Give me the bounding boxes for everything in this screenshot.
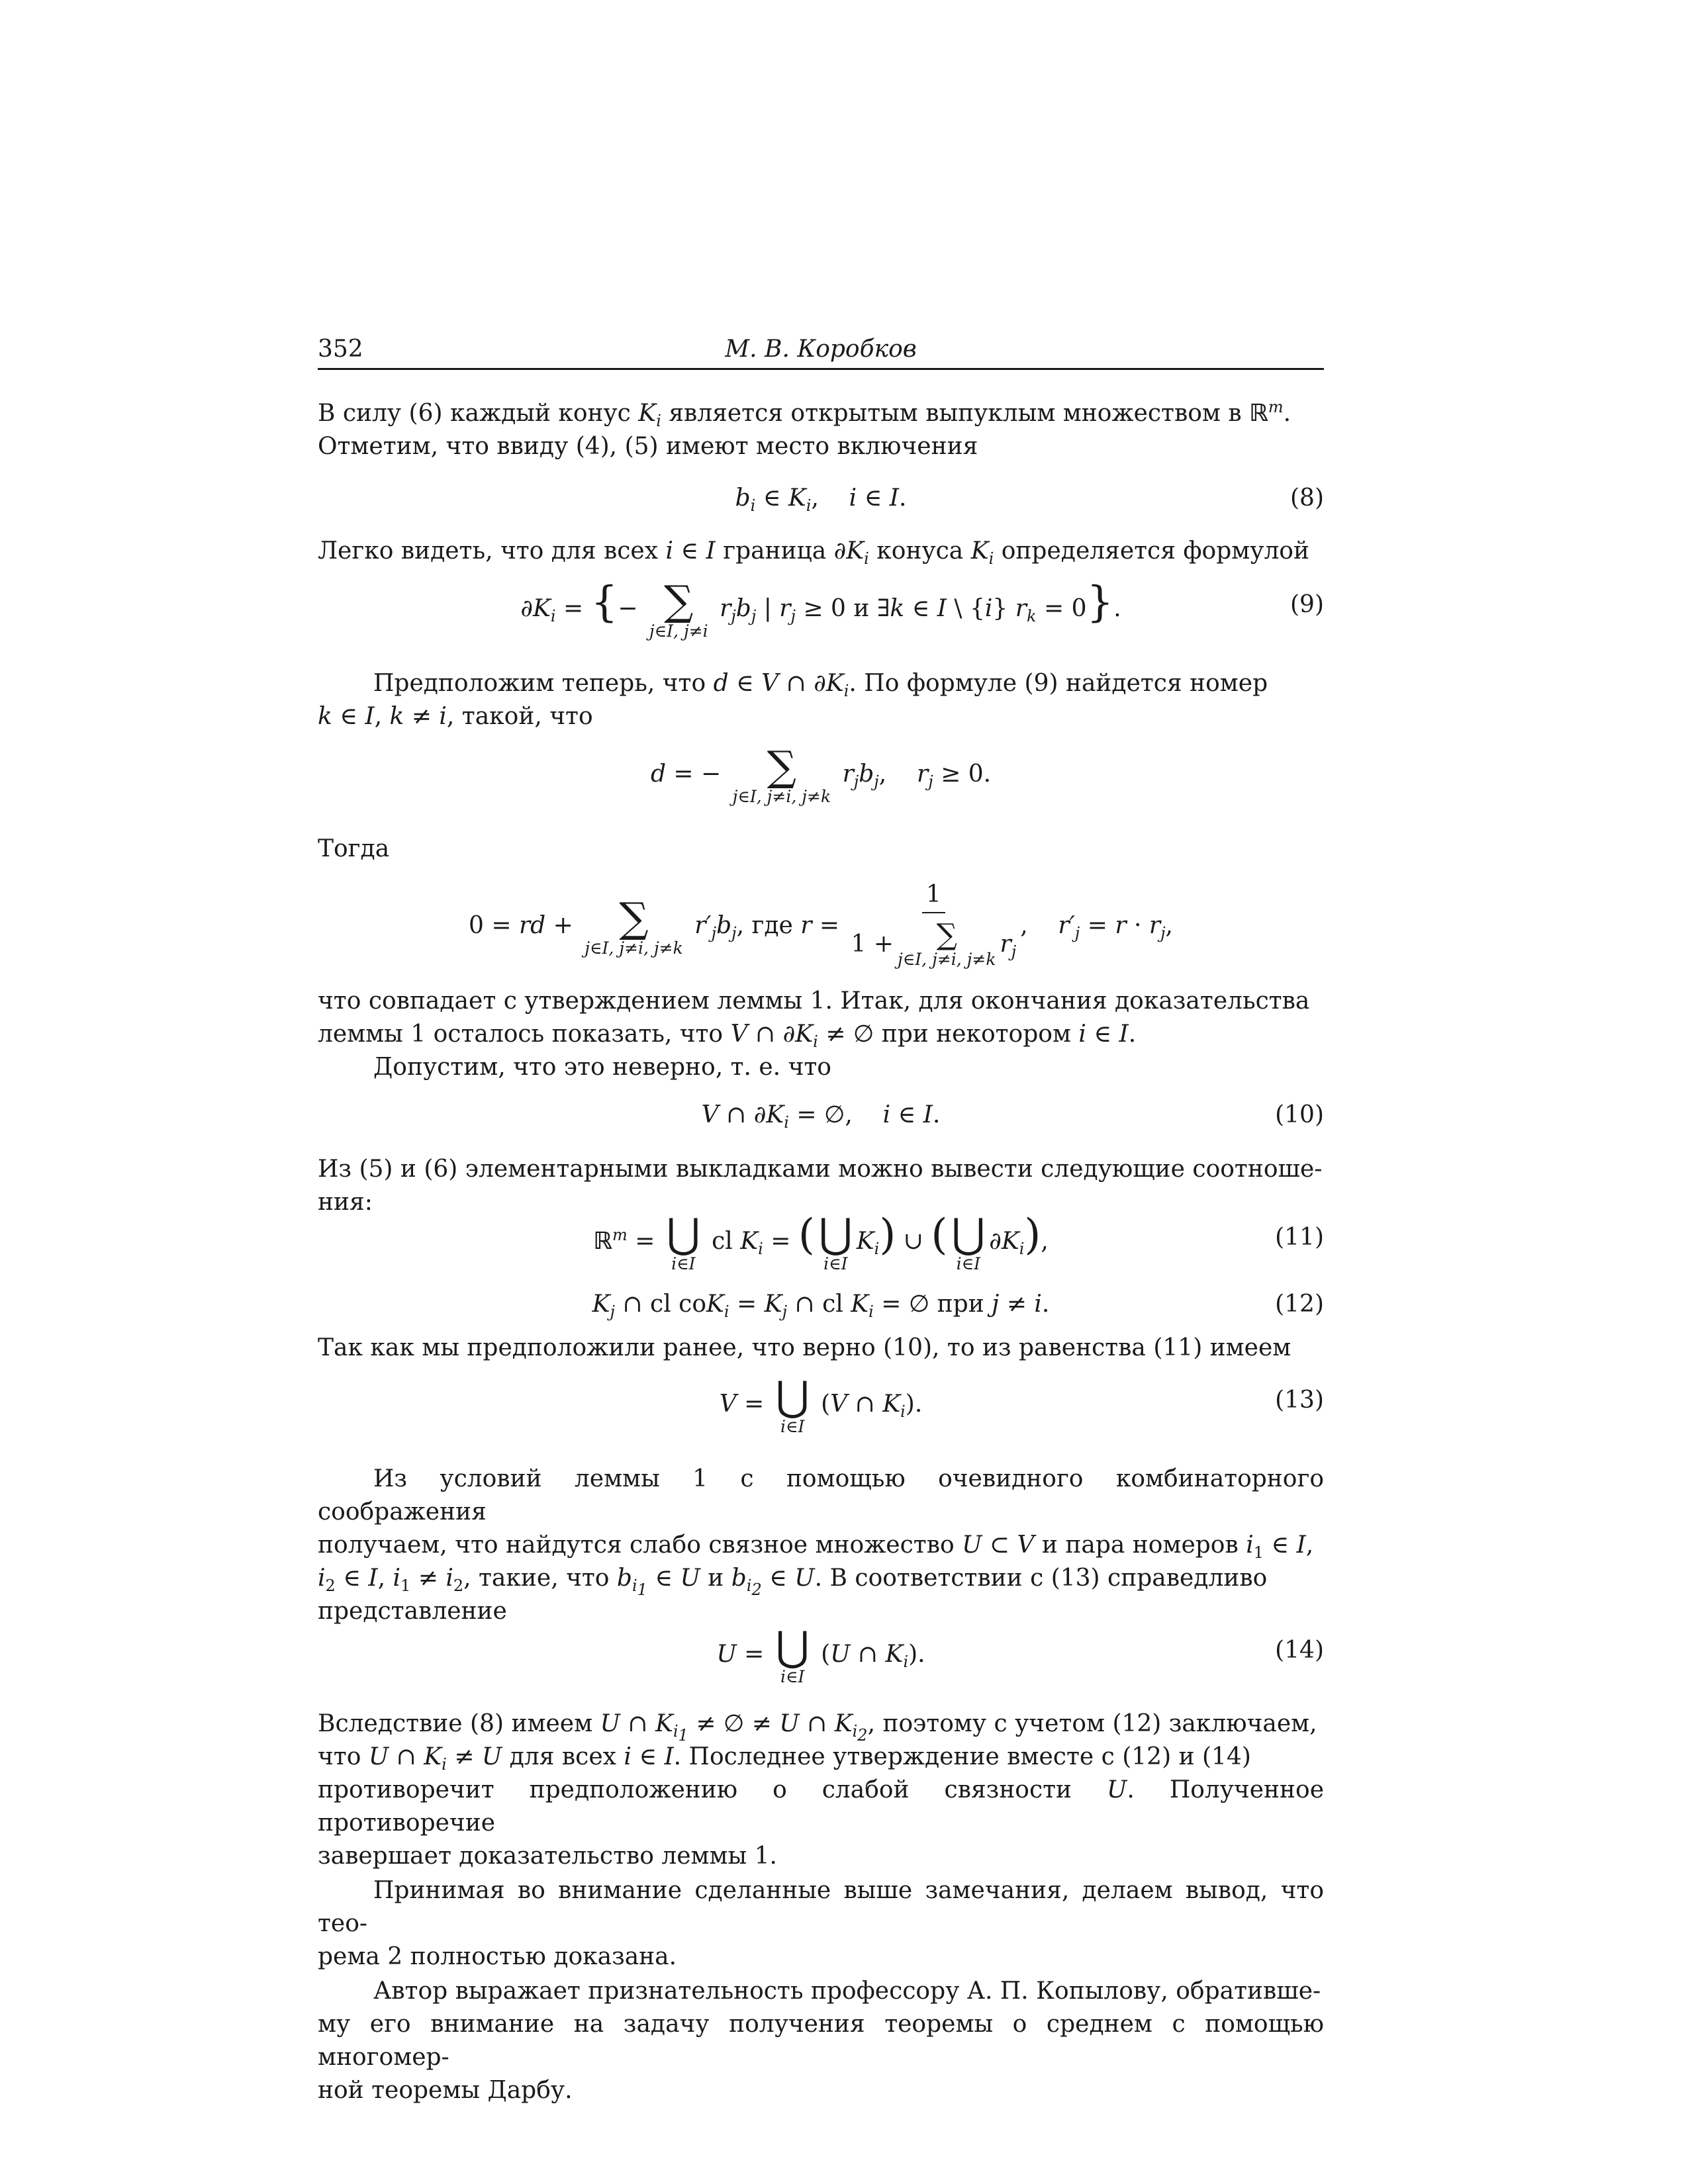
paragraph-10: Вследствие (8) имеем U ∩ $K_{i_1}$ ≠ ∅ ≠ U ∩ $K_{i_2}$, поэтому с учетом (12) заключаем, что U ∩ $K_i \ne U$ для всех i ∈ I. Последнее утверждение вместе с (12) и (14) противоречит предположению о слабой связности U. Полученное противоречие завершает доказательство леммы 1. <box>318 1710 1325 1870</box>
union-sign: ⋃ i∈I <box>666 1209 700 1273</box>
paragraph-7: Из (5) и (6) элементарными выкладками можно вывести следующие соотноше- ния: <box>318 1156 1323 1216</box>
equation-number: (8) <box>1290 484 1324 512</box>
running-head-author: М. В. Коробков <box>725 336 917 363</box>
paragraph-2: Легко видеть, что для всех i ∈ I граница $\partial K_i$ конуса $K_i$ определяется формулой <box>318 537 1309 569</box>
sum-sign: ∑ j∈I, j≠i, j≠k <box>585 893 683 958</box>
sum-sign: ∑ j∈I, j≠i, j≠k <box>732 742 831 806</box>
equation-number: (14) <box>1275 1637 1324 1664</box>
paragraph-6: Допустим, что это неверно, т. е. что <box>373 1054 831 1081</box>
equation-11: ℝ$^m$ = ⋃ i∈I cl $K_i$ = ( ⋃ i∈I $K_i$) ∪ ( ⋃ i∈I $\partial K_i$), (11) <box>593 1209 1324 1273</box>
equation-8: $b_i$ ∈ $K_i$, i ∈ I. (8) <box>318 482 1324 519</box>
paragraph-1: В силу (6) каждый конус $K_i$ является открытым выпуклым множеством в ℝ$^m$. Отметим, что ввиду (4), (5) имеют место включения <box>318 398 1291 460</box>
equation-number: (11) <box>1275 1224 1324 1251</box>
fraction: 1 1 + ∑ j∈I, j≠i, j≠k $r_j$ <box>851 881 1017 969</box>
equation-14: U = ⋃ i∈I (U ∩ $K_i$). (14) <box>716 1622 1324 1686</box>
equation-number: (13) <box>1275 1387 1324 1414</box>
page-number: 352 <box>318 336 363 363</box>
union-sign: ⋃ i∈I <box>775 1372 810 1436</box>
paragraph-5: что совпадает с утверждением леммы 1. Итак, для окончания доказательства леммы 1 осталось показать, что V ∩ $\partial K_i$ ≠ ∅ при некотором i ∈ I. <box>318 987 1310 1052</box>
paragraph-4: Тогда <box>318 835 390 862</box>
sum-sign: ∑ j∈I, j≠i <box>649 576 708 641</box>
equation-13: V = ⋃ i∈I (V ∩ $K_i$). (13) <box>719 1372 1324 1436</box>
equation-d: d = − ∑ j∈I, j≠i, j≠k $r_jb_j$, $r_j \ge 0$. <box>650 742 992 806</box>
equation-0: 0 = rd + ∑ j∈I, j≠i, j≠k $r'_jb_j$, где r = 1 1 + ∑ j∈I, j≠i, j≠k $r_j$ , $r'_j = r \cdot r_j$, <box>318 880 1324 973</box>
paragraph-11: Принимая во внимание сделанные выше замечания, делаем вывод, что тео- рема 2 полностью доказана. <box>318 1877 1324 1970</box>
equation-10: V ∩ $\partial K_i$ = ∅, i ∈ I. (10) <box>318 1099 1324 1138</box>
equation-number: (9) <box>1290 591 1324 618</box>
equation-9: $\partial K_i$ = {− ∑ j∈I, j≠i $r_jb_j$ | $r_j \ge 0$ и ∃k ∈ I \ {i} $r_k = 0$}. (9) <box>520 576 1324 641</box>
paragraph-9: Из условий леммы 1 с помощью очевидного комбинаторного соображения получаем, что найдутся слабо связное множество U ⊂ V и пара номеров $i_1$ ∈ I, $i_2$ ∈ I, $i_1 \ne i_2$, такие, что $b_{i_1}$ ∈ U и $b_{i_2}$ ∈ U. В соответствии с (13) справедливо представление <box>318 1465 1324 1625</box>
paragraph-12: Автор выражает признательность профессору А. П. Копылову, обративше- му его внимание на задачу получения теоремы о среднем с помощью многомер- ной теоремы Дарбу. <box>318 1978 1324 2104</box>
paragraph-3: Предположим теперь, что d ∈ V ∩ $\partial K_i$. По формуле (9) найдется номер k ∈ I, k ≠ i, такой, что <box>318 670 1268 730</box>
union-sign: ⋃ i∈I <box>818 1209 853 1273</box>
page-body <box>318 390 1324 2107</box>
equation-12: $K_j$ ∩ cl $coK_i = K_j$ ∩ cl $K_i$ = ∅ при j ≠ i. (12) <box>318 1288 1324 1325</box>
equation-number: (12) <box>1275 1291 1324 1318</box>
union-sign: ⋃ i∈I <box>775 1622 810 1686</box>
page <box>318 0 1324 2184</box>
equation-number: (10) <box>1275 1101 1324 1128</box>
paragraph-8: Так как мы предположили ранее, что верно (10), то из равенства (11) имеем <box>318 1334 1291 1361</box>
sum-sign: ∑ j∈I, j≠i, j≠k <box>898 918 996 969</box>
union-sign: ⋃ i∈I <box>951 1209 986 1273</box>
running-header <box>318 331 1324 370</box>
